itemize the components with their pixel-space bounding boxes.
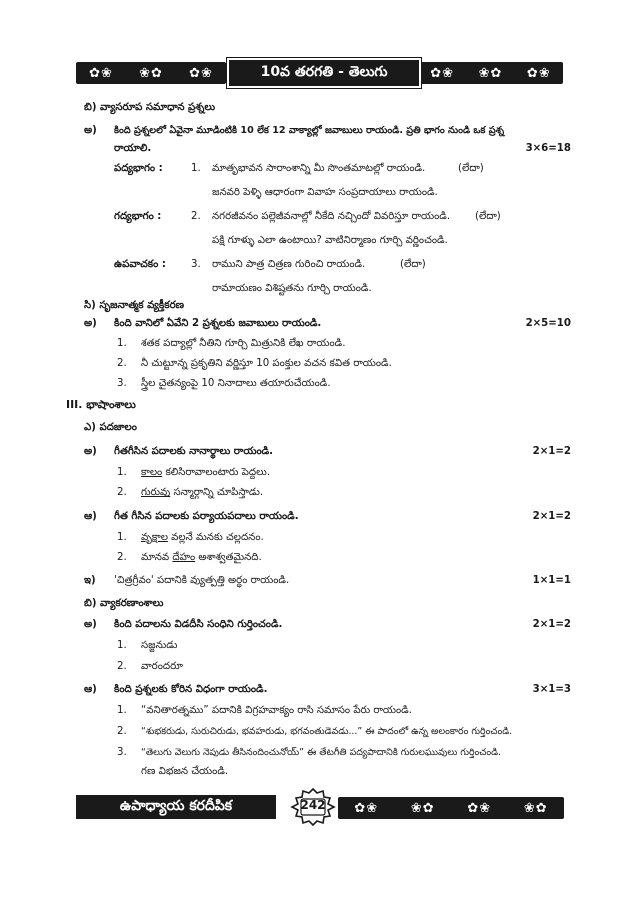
item-text-rest: అశాశ్వతమైనది. bbox=[195, 552, 262, 563]
item-number: 1. bbox=[191, 163, 201, 174]
footer-label: ఉపాధ్యాయ కరదీపిక bbox=[76, 795, 276, 819]
item-number: 2. bbox=[117, 726, 127, 737]
flower-ornament-icon: ❀✿ bbox=[410, 800, 435, 816]
marks-label: 3×1=3 bbox=[532, 684, 571, 695]
item-text: “వనితారత్నము” పదానికి విగ్రహవాక్యం రాసి సమాసం పేరు రాయండి. bbox=[141, 705, 412, 716]
flower-ornament-icon: ✿❀ bbox=[526, 65, 551, 81]
item-text: స్త్రీల చైతన్యంపై 10 నినాదాలు తయారుచేయండి. bbox=[141, 378, 331, 389]
item-number: 1. bbox=[117, 705, 127, 716]
question-text: 'చిత్రగ్రీవం' పదానికి వ్యుత్పత్తి అర్థం రాయండి. bbox=[114, 575, 290, 586]
item-number: 2. bbox=[117, 552, 127, 563]
question-label: ఆ) bbox=[84, 511, 97, 522]
question-text: కింది ప్రశ్నలకు కోరిన విధంగా రాయండి. bbox=[114, 684, 268, 695]
item-text-rest: సన్మార్గాన్ని చూపిస్తాడు. bbox=[170, 487, 264, 498]
underlined-word: గురువు bbox=[141, 487, 171, 498]
item-number: 3. bbox=[191, 259, 201, 270]
question-label: ఇ) bbox=[84, 575, 96, 586]
item-text-alt: పక్షి గూళ్ళు ఎలా ఉంటాయి? వాటినిర్మాణం గూర్చి వర్ణించండి. bbox=[212, 235, 448, 246]
item-number: 1. bbox=[117, 338, 127, 349]
item-text: నీ చుట్టూన్న ప్రకృతిని వర్ణిస్తూ 10 పంక్తుల వచన కవిత రాయండి. bbox=[141, 358, 392, 369]
category-label: పద్యభాగం : bbox=[114, 163, 163, 174]
item-number: 3. bbox=[117, 747, 127, 758]
underlined-word: వృక్షాల bbox=[141, 532, 168, 543]
item-text bbox=[141, 466, 270, 480]
item-text bbox=[141, 486, 263, 500]
marks-label: 3×6=18 bbox=[525, 143, 571, 154]
section-c-heading: సి) సృజనాత్మక వ్యక్తీకరణ bbox=[84, 300, 185, 311]
page-number: 242 bbox=[300, 798, 326, 812]
page-title: 10వ తరగతి - తెలుగు bbox=[227, 58, 421, 88]
or-label: (లేదా) bbox=[475, 211, 501, 222]
question-text: కింది వానిలో ఏవేని 2 ప్రశ్నలకు జవాబులు రాయండి. bbox=[114, 318, 322, 329]
item-number: 2. bbox=[191, 211, 201, 222]
question-label: అ) bbox=[84, 446, 97, 457]
header-band-right bbox=[418, 62, 563, 84]
flower-ornament-icon: ✿❀ bbox=[354, 800, 379, 816]
item-text: వారందరూ bbox=[141, 661, 183, 672]
question-text: గీత గీసిన పదాలకు పర్యాయపదాలు రాయండి. bbox=[114, 511, 299, 522]
item-text-rest: వల్లనే మనకు చల్లదనం. bbox=[167, 532, 264, 543]
item-number: 1. bbox=[117, 532, 127, 543]
question-text: కింది ప్రశ్నలలో ఏవైనా మూడింటికి 10 లేక 12 వాక్యాల్లో జవాబులు రాయండి. ప్రతి భాగం నుండి ఒక ప్రశ్న bbox=[114, 125, 505, 136]
footer-band-right bbox=[338, 797, 564, 819]
flower-ornament-icon: ✿❀ bbox=[189, 65, 213, 81]
flower-ornament-icon: ❀✿ bbox=[478, 65, 503, 81]
flower-ornament-icon: ❀✿ bbox=[139, 65, 163, 81]
marks-label: 1×1=1 bbox=[532, 575, 571, 586]
item-text-rest: కలిసిరావాలంటారు పెద్దలు. bbox=[162, 467, 271, 478]
question-label: అ) bbox=[84, 619, 97, 630]
question-text: గీతగీసిన పదాలకు నానార్థాలు రాయండి. bbox=[114, 446, 274, 457]
underlined-word: కాలం bbox=[141, 467, 163, 478]
item-number: 2. bbox=[117, 358, 127, 369]
section-3-heading: III. భాషాంశాలు bbox=[66, 398, 136, 411]
question-label: అ) bbox=[84, 125, 97, 136]
item-number: 3. bbox=[117, 378, 127, 389]
category-label: గద్యభాగం : bbox=[114, 211, 162, 222]
marks-label: 2×1=2 bbox=[532, 511, 571, 522]
item-number: 2. bbox=[117, 661, 127, 672]
question-label: అ) bbox=[84, 318, 97, 329]
item-text: “శుభకరుడు, సురుచిరుడు, భవహరుడు, భగవంతుడెవడు...” ఈ పాదంలో ఉన్న అలంకారం గుర్తించండి. bbox=[141, 726, 513, 737]
or-label: (లేదా) bbox=[458, 163, 484, 174]
item-text: సజ్జనుడు bbox=[141, 640, 178, 651]
marks-label: 2×1=2 bbox=[532, 619, 571, 630]
header-band-left bbox=[76, 62, 226, 84]
item-number: 1. bbox=[117, 467, 127, 478]
category-label: ఉపవాచకం : bbox=[114, 259, 166, 270]
item-text-alt: రామాయణం విశిష్టతను గూర్చి రాయండి. bbox=[212, 283, 372, 294]
question-label: ఆ) bbox=[84, 684, 97, 695]
item-text: రాముని పాత్ర చిత్రణ గురించి రాయండి. bbox=[212, 259, 366, 270]
item-number: 1. bbox=[117, 640, 127, 651]
item-text-cont: గణ విభజన చేయండి. bbox=[141, 766, 229, 777]
underlined-word: దేహం bbox=[172, 552, 196, 563]
item-text-pre: మానవ bbox=[141, 552, 173, 563]
flower-ornament-icon: ❀✿ bbox=[523, 800, 548, 816]
subsection-heading: బి) వ్యాకరణాంశాలు bbox=[84, 598, 164, 609]
question-text-cont: రాయాలి. bbox=[114, 143, 152, 154]
section-b-heading: బి) వ్యాసరూప సమాధాన ప్రశ్నలు bbox=[84, 102, 216, 113]
item-text bbox=[141, 551, 262, 565]
flower-ornament-icon: ✿❀ bbox=[89, 65, 113, 81]
flower-ornament-icon: ✿❀ bbox=[430, 65, 455, 81]
marks-label: 2×1=2 bbox=[532, 446, 571, 457]
question-text: కింది పదాలను విడదీసి సంధిని గుర్తించండి. bbox=[114, 619, 283, 630]
item-number: 2. bbox=[117, 487, 127, 498]
subsection-heading: ఎ) పదజాలం bbox=[84, 422, 137, 433]
item-text: “తెలుగు వెలుగు నెపుడు తీసినందించునోయ్” ఈ తేటగీతి పద్యపాదానికి గురులఘువులు గుర్తించండి. bbox=[141, 747, 502, 758]
item-text bbox=[141, 531, 264, 545]
item-text: మాతృభావన సారాంశాన్ని మీ సొంతమాటల్లో రాయండి. bbox=[212, 163, 426, 174]
or-label: (లేదా) bbox=[400, 259, 426, 270]
item-text: శతక పద్యాల్లో నీతిని గూర్చి మిత్రునికి లేఖ రాయండి. bbox=[141, 338, 346, 349]
item-text-alt: జనవరి పెళ్ళి ఆధారంగా వివాహ సంప్రదాయాలు రాయండి. bbox=[212, 187, 438, 198]
flower-ornament-icon: ✿❀ bbox=[467, 800, 492, 816]
marks-label: 2×5=10 bbox=[525, 318, 571, 329]
item-text: నగరజీవనం పల్లెజీవనాల్లో నీకేది నచ్చిందో వివరిస్తూ రాయండి. bbox=[212, 211, 451, 222]
